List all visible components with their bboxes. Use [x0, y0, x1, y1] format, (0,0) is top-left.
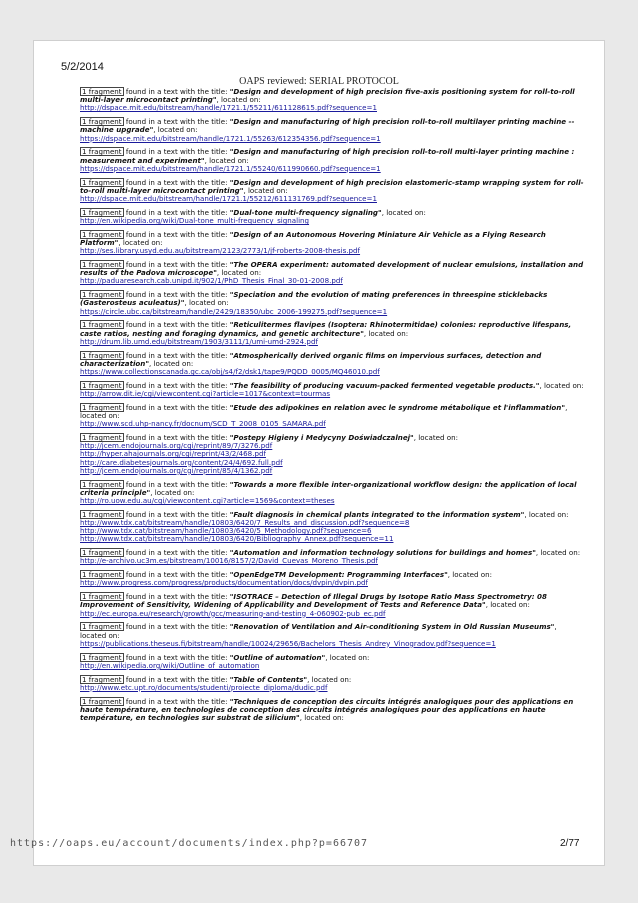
- source-title: "Design and manufacturing of high precision roll-to-roll multi-layer printing machine : measurement and experiment": [80, 147, 575, 165]
- located-text: , located on:: [243, 185, 288, 195]
- fragment-entry: [80, 653, 585, 670]
- source-url-link[interactable]: http://ec.europa.eu/research/growth/gcc/measuring-and-testing_4-060902-pub_ec.pdf: [80, 609, 386, 618]
- found-text: found in a text with the title:: [123, 207, 230, 217]
- fragment-count-link[interactable]: 1 fragment: [82, 147, 122, 157]
- fragment-entry: [80, 320, 585, 346]
- located-text: , located on:: [216, 95, 261, 105]
- source-url-link[interactable]: https://dspace.mit.edu/bitstream/handle/1721.1/55263/612354356.pdf?sequence=1: [80, 134, 381, 143]
- fragment-count-link[interactable]: 1 fragment: [82, 674, 122, 684]
- source-title: "OpenEdgeTM Development: Programming Interfaces": [229, 570, 448, 580]
- source-title: "Design and development of high precision elastomeric-stamp wrapping system for roll-to-roll multi-layer microcontact printing": [80, 177, 584, 195]
- source-url-link[interactable]: http://www.tdx.cat/bitstream/handle/10803/6420/5_Methodology.pdf?sequence=6: [80, 527, 372, 536]
- located-text: , located on:: [118, 238, 163, 248]
- fragment-count-link[interactable]: 1 fragment: [82, 290, 122, 300]
- source-title: "Postepy Higieny i Medycyny Doświadczalnej": [229, 433, 414, 443]
- found-text: found in a text with the title:: [123, 622, 230, 632]
- located-text: , located on:: [299, 713, 344, 723]
- found-text: found in a text with the title:: [123, 290, 230, 300]
- fragment-count-link[interactable]: 1 fragment: [82, 479, 122, 489]
- found-text: found in a text with the title:: [123, 696, 230, 706]
- fragment-entry: [80, 208, 585, 225]
- found-text: found in a text with the title:: [123, 479, 230, 489]
- fragment-count-link[interactable]: 1 fragment: [82, 380, 122, 390]
- found-text: found in a text with the title:: [123, 229, 230, 239]
- found-text: found in a text with the title:: [123, 548, 230, 558]
- located-text: , located on:: [216, 268, 262, 278]
- source-url-link[interactable]: http://arrow.dit.ie/cgi/viewcontent.cgi?article=1017&context=tourmas: [80, 390, 331, 399]
- fragment-count-link[interactable]: 1 fragment: [82, 509, 122, 519]
- fragment-entry: [80, 117, 585, 143]
- fragment-count-link[interactable]: 1 fragment: [82, 570, 122, 580]
- fragment-entry: [80, 87, 585, 113]
- source-url-link[interactable]: http://jcem.endojournals.org/cgi/reprint/89/7/3276.pdf: [80, 442, 273, 451]
- fragment-entry: [80, 178, 585, 204]
- located-text: , located on:: [447, 570, 492, 580]
- document-page: [33, 40, 605, 866]
- located-text: , located on:: [80, 402, 568, 421]
- fragment-entry: [80, 697, 585, 723]
- fragment-count-link[interactable]: 1 fragment: [82, 260, 122, 270]
- fragment-count-link[interactable]: 1 fragment: [82, 87, 122, 96]
- source-title: "Reticulitermes flavipes (Isoptera: Rhinotermitidae) colonies: reproductive lifespans, caste ratios, nesting and foraging dynamics, and genetic architecture": [80, 320, 572, 338]
- fragment-list: [80, 87, 585, 727]
- located-text: , located on:: [363, 328, 409, 338]
- found-text: found in a text with the title:: [123, 592, 230, 602]
- fragment-entry: [80, 510, 585, 544]
- fragment-entry: [80, 480, 585, 506]
- located-text: , located on:: [307, 674, 352, 684]
- source-url-link[interactable]: http://jcem.endojournals.org/cgi/reprint/85/4/1362.pdf: [80, 466, 273, 475]
- source-url-link[interactable]: http://dspace.mit.edu/bitstream/handle/1721.1/55212/611131769.pdf?sequence=1: [80, 195, 377, 204]
- fragment-entry: [80, 548, 585, 565]
- fragment-count-link[interactable]: 1 fragment: [82, 652, 122, 662]
- source-title: "Etude des adipokines en relation avec le syndrome métabolique et l'inflammation": [229, 402, 566, 412]
- fragment-entry: [80, 147, 585, 173]
- source-title: "Towards a more flexible inter-organizational workflow design: the application of local criteria principle": [80, 479, 577, 497]
- source-title: "ISOTRACE – Detection of Illegal Drugs by Isotope Ratio Mass Spectrometry: 08 Improvement of Sensitivity, Widening of Applicability and Development of Tests and Reference Data": [80, 592, 547, 610]
- located-text: , located on:: [149, 358, 194, 368]
- source-url-link[interactable]: http://en.wikipedia.org/wiki/Outline_of_automation: [80, 661, 260, 670]
- source-title: "Table of Contents": [229, 674, 308, 684]
- source-url-link[interactable]: http://e-archivo.uc3m.es/bitstream/10016/8157/2/David_Cuevas_Moreno_Thesis.pdf: [80, 557, 379, 566]
- fragment-entry: [80, 622, 585, 648]
- fragment-entry: [80, 403, 585, 429]
- fragment-count-link[interactable]: 1 fragment: [82, 548, 122, 558]
- located-text: , located on:: [485, 600, 530, 610]
- source-title: "Speciation and the evolution of mating preferences in threespine sticklebacks (Gasterosteus aculeatus)": [80, 290, 548, 308]
- fragment-count-link[interactable]: 1 fragment: [82, 117, 122, 127]
- fragment-count-link[interactable]: 1 fragment: [82, 592, 122, 602]
- found-text: found in a text with the title:: [123, 350, 230, 360]
- fragment-count-link[interactable]: 1 fragment: [82, 229, 122, 239]
- fragment-entry: [80, 351, 585, 377]
- source-title: "The OPERA experiment: automated development of nuclear emulsions, installation and results of the Padova microscope": [80, 260, 584, 278]
- fragment-count-link[interactable]: 1 fragment: [82, 402, 122, 412]
- source-url-link[interactable]: http://www.progress.com/progress/products/documentation/docs/dvpin/dvpin.pdf: [80, 579, 368, 588]
- source-title: "Techniques de conception des circuits intégrés analogiques pour des applications en haute température, en technologies de conception des circuits intégrés analogiques pour des applications en haute température, en technologies sur substrat de silicium": [80, 696, 574, 723]
- fragment-entry: [80, 592, 585, 618]
- found-text: found in a text with the title:: [123, 147, 230, 157]
- document-title: OAPS reviewed: SERIAL PROTOCOL: [239, 76, 399, 87]
- source-title: "Design and development of high precision five-axis positioning system for roll-to-roll multi-layer microcontact printing": [80, 87, 575, 105]
- located-text: , located on:: [150, 487, 195, 497]
- fragment-entry: [80, 433, 585, 475]
- fragment-entry: [80, 230, 585, 256]
- found-text: found in a text with the title:: [123, 380, 230, 390]
- source-url-link[interactable]: https://www.collectionscanada.gc.ca/obj/s4/f2/dsk1/tape9/PQDD_0005/MQ46010.pdf: [80, 368, 380, 377]
- source-url-link[interactable]: http://www.tdx.cat/bitstream/handle/10803/6420/7_Results_and_discussion.pdf?sequence=8: [80, 519, 410, 528]
- found-text: found in a text with the title:: [123, 509, 230, 519]
- fragment-count-link[interactable]: 1 fragment: [82, 320, 122, 330]
- located-text: , located on:: [204, 155, 249, 165]
- source-url-link[interactable]: http://www.tdx.cat/bitstream/handle/10803/6420/Bibliography_Annex.pdf?sequence=11: [80, 535, 394, 544]
- found-text: found in a text with the title:: [123, 320, 230, 330]
- found-text: found in a text with the title:: [123, 652, 230, 662]
- source-title: "Atmospherically derived organic films on impervious surfaces, detection and characterization": [80, 350, 542, 368]
- source-url-link[interactable]: http://ses.library.usyd.edu.au/bitstream/2123/2773/1/jf-roberts-2008-thesis.pdf: [80, 247, 361, 256]
- source-url-link[interactable]: http://ro.uow.edu.au/cgi/viewcontent.cgi?article=1569&context=theses: [80, 497, 335, 506]
- source-url-link[interactable]: http://www.etc.upt.ro/documents/studenti/proiecte_diploma/dudic.pdf: [80, 683, 328, 692]
- located-text: , located on:: [539, 380, 584, 390]
- source-url-link[interactable]: https://dspace.mit.edu/bitstream/handle/1721.1/55240/611990660.pdf?sequence=1: [80, 164, 381, 173]
- source-title: "Design and manufacturing of high precision roll-to-roll multilayer printing machine -- machine upgrade": [80, 117, 575, 135]
- found-text: found in a text with the title:: [123, 87, 230, 96]
- source-url-link[interactable]: http://paduaresearch.cab.unipd.it/902/1/PhD_Thesis_Final_30-01-2008.pdf: [80, 277, 343, 286]
- fragment-entry: [80, 290, 585, 316]
- found-text: found in a text with the title:: [123, 570, 230, 580]
- source-url-link[interactable]: http://en.wikipedia.org/wiki/Dual-tone_multi-frequency_signaling: [80, 217, 310, 226]
- source-url-link[interactable]: https://circle.ubc.ca/bitstream/handle/2429/18350/ubc_2006-199275.pdf?sequence=1: [80, 307, 388, 316]
- found-text: found in a text with the title:: [123, 117, 230, 127]
- located-text: , located on:: [413, 433, 458, 443]
- print-date: 5/2/2014: [61, 61, 104, 73]
- source-url-link[interactable]: http://drum.lib.umd.edu/bitstream/1903/3111/1/umi-umd-2924.pdf: [80, 337, 318, 346]
- fragment-entry: [80, 381, 585, 398]
- source-url-link[interactable]: http://care.diabetesjournals.org/content/24/4/692.full.pdf: [80, 458, 283, 467]
- source-title: "Dual-tone multi-frequency signaling": [229, 207, 382, 217]
- found-text: found in a text with the title:: [123, 402, 230, 412]
- fragment-count-link[interactable]: 1 fragment: [82, 207, 122, 217]
- located-text: , located on:: [153, 125, 198, 135]
- source-title: "Automation and information technology solutions for buildings and homes": [229, 548, 536, 558]
- located-text: , located on:: [184, 298, 229, 308]
- located-text: , located on:: [524, 509, 569, 519]
- fragment-count-link[interactable]: 1 fragment: [82, 350, 122, 360]
- fragment-count-link[interactable]: 1 fragment: [82, 177, 122, 187]
- footer-url[interactable]: https://oaps.eu/account/documents/index.php?p=66707: [10, 838, 369, 849]
- source-title: "Renovation of Ventilation and Air-conditioning System in Old Russian Museums": [229, 622, 555, 632]
- source-title: "Outline of automation": [229, 652, 326, 662]
- fragment-entry: [80, 675, 585, 692]
- source-title: "Fault diagnosis in chemical plants integrated to the information system": [229, 509, 525, 519]
- located-text: , located on:: [325, 652, 370, 662]
- source-url-link[interactable]: http://www.scd.uhp-nancy.fr/docnum/SCD_T_2008_0105_SAMARA.pdf: [80, 420, 326, 429]
- found-text: found in a text with the title:: [123, 433, 230, 443]
- fragment-entry: [80, 570, 585, 587]
- page-number: 2/77: [560, 838, 580, 849]
- fragment-count-link[interactable]: 1 fragment: [82, 433, 122, 443]
- source-url-link[interactable]: http://dspace.mit.edu/bitstream/handle/1721.1/55211/611128615.pdf?sequence=1: [80, 104, 377, 113]
- source-title: "The feasibility of producing vacuum-packed fermented vegetable products.": [229, 380, 540, 390]
- fragment-entry: [80, 260, 585, 286]
- fragment-count-link[interactable]: 1 fragment: [82, 622, 122, 632]
- found-text: found in a text with the title:: [123, 177, 230, 187]
- fragment-count-link[interactable]: 1 fragment: [82, 696, 122, 706]
- located-text: , located on:: [535, 548, 581, 558]
- located-text: , located on:: [381, 207, 426, 217]
- source-title: "Design of an Autonomous Hovering Miniature Air Vehicle as a Flying Research Platform": [80, 229, 546, 248]
- source-url-link[interactable]: http://hyper.ahajournals.org/cgi/reprint/43/2/468.pdf: [80, 450, 266, 459]
- found-text: found in a text with the title:: [123, 674, 230, 684]
- source-url-link[interactable]: https://publications.theseus.fi/bitstream/handle/10024/29656/Bachelors_Thesis_Andrey_Vinogradov.pdf?sequence=1: [80, 639, 496, 648]
- located-text: , located on:: [80, 622, 557, 640]
- found-text: found in a text with the title:: [123, 260, 230, 270]
